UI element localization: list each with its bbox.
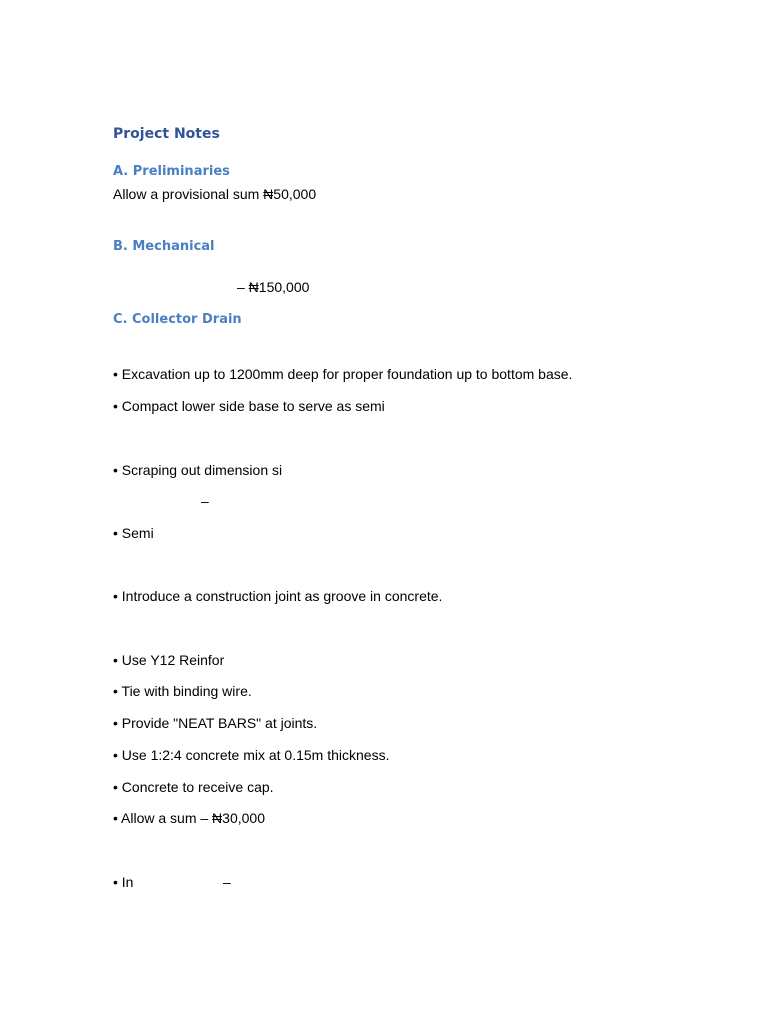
page-title: Project Notes bbox=[113, 126, 220, 142]
list-item: • Introduce a construction joint as groove in concrete. bbox=[113, 588, 443, 604]
preliminaries-text: Allow a provisional sum ₦50,000 bbox=[113, 186, 317, 202]
section-heading-preliminaries: A. Preliminaries bbox=[113, 164, 230, 179]
list-item: • Tie with binding wire. bbox=[113, 683, 252, 699]
section-heading-collector-drain: C. Collector Drain bbox=[113, 312, 242, 327]
list-item: • Use Y12 Reinfor bbox=[113, 652, 225, 668]
list-item: • In bbox=[113, 874, 134, 890]
list-item: • Use 1:2:4 concrete mix at 0.15m thickness. bbox=[113, 747, 390, 763]
mechanical-amount: – ₦150,000 bbox=[237, 279, 310, 295]
list-item: • Concrete to receive cap. bbox=[113, 779, 274, 795]
list-item: • Semi bbox=[113, 525, 154, 541]
list-item: • Scraping out dimension si bbox=[113, 462, 283, 478]
list-item: • Compact lower side base to serve as semi bbox=[113, 398, 385, 414]
list-item: • Provide "NEAT BARS" at joints. bbox=[113, 715, 318, 731]
section-heading-mechanical: B. Mechanical bbox=[113, 239, 215, 254]
list-item-dash: – bbox=[223, 874, 231, 890]
list-item-dash: – bbox=[201, 493, 209, 509]
list-item: • Allow a sum – ₦30,000 bbox=[113, 810, 265, 826]
list-item: • Excavation up to 1200mm deep for proper foundation up to bottom base. bbox=[113, 366, 573, 382]
